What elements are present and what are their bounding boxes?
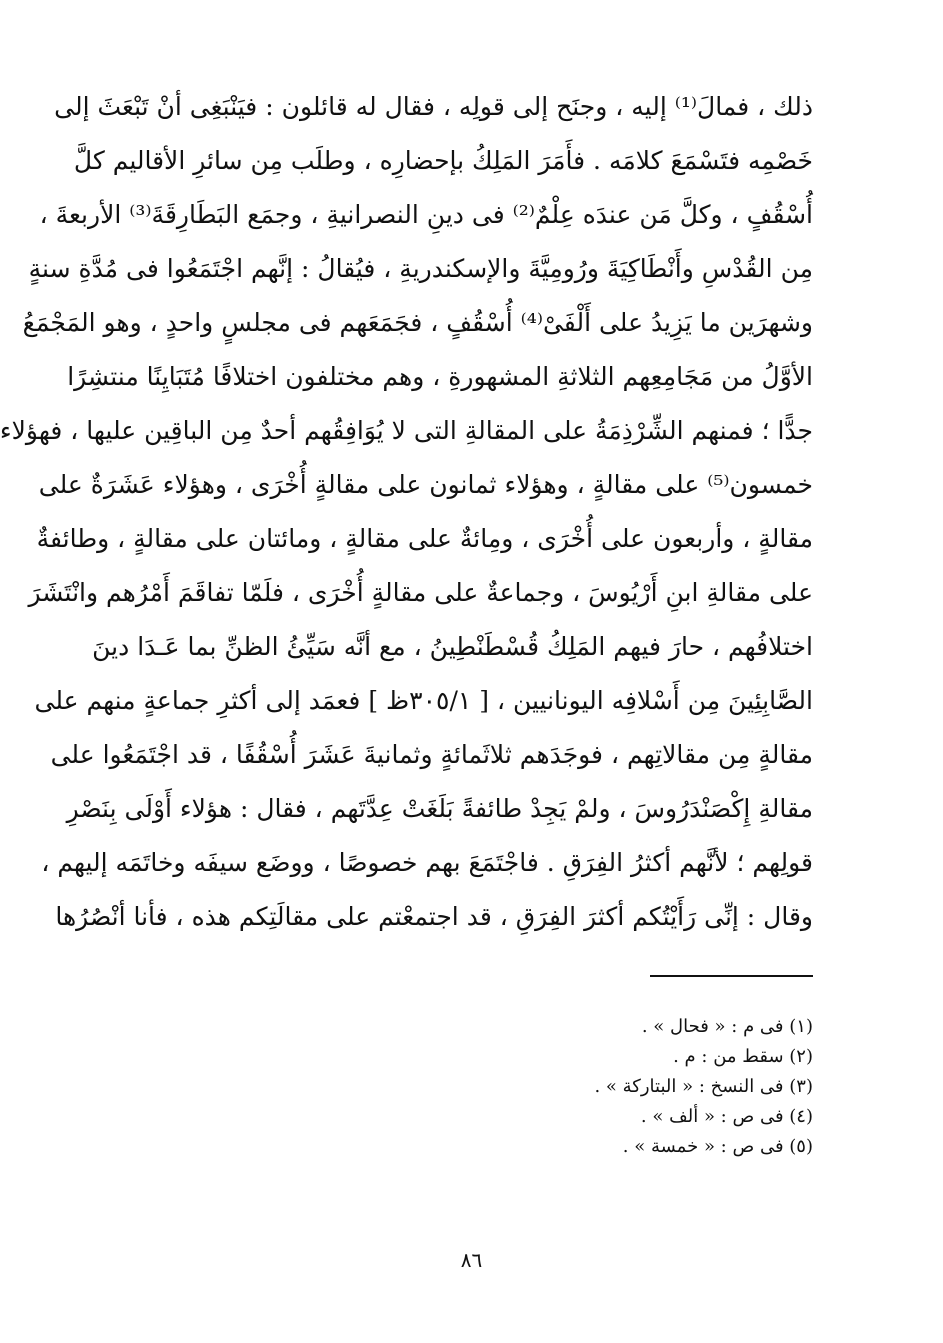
text-line: خمسون⁽⁵⁾ على مقالةٍ ، وهؤلاء ثمانون على مقالةٍ أُخْرَى ، وهؤلاء عَشَرَةٌ على [38,470,813,499]
text-line: مقالةٍ مِن مقالاتِهم ، فوجَدَهم ثلاثَمائةٍ وثمانيةَ عَشَرَ أُسْقُفًا ، قد اجْتَمَعُوا على [50,740,813,769]
main-text-block [0,80,813,944]
text-line: أُسْقُفٍ ، وكلَّ مَن عندَه عِلْمٌ⁽²⁾ فى دينِ النصرانيةِ ، وجمَع البَطَارِقَةَ⁽³⁾ الأربعةَ ، [39,200,813,229]
footnote: (١) فى م : « فحال » . [641,1016,813,1037]
text-line: مقالةِ إِكْصَنْدَرُوسَ ، ولمْ يَجِدْ طائفةً بَلَغَتْ عِدَّتَهم ، فقال : هؤلاء أَوْلَى بِنَصْرِ [66,794,813,823]
text-line: وقال : إنِّى رَأَيْتُكم أكثرَ الفِرَقِ ، قد اجتمعْتم على مقالَتِكم هذه ، فأنا أنْصُرُها [55,902,813,931]
text-line: الصَّابِئِينَ مِن أَسْلافِه اليونانيين ، [ ٣٠٥/١ظ ] فعمَد إلى أكثرِ جماعةٍ منهم على [34,686,813,715]
text-line: مِن القُدْسِ وأَنْطَاكِيَةَ ورُومِيَّةَ والإسكندريةِ ، فيُقالُ : إنَّهم اجْتَمَعُوا فى مُدَّةِ سنةٍ [28,254,813,283]
footnote: (٤) فى ص : « ألف » . [640,1106,813,1127]
footnotes [393,1012,813,1162]
text-line: وشهرَين ما يَزِيدُ على أَلْفَىْ⁽⁴⁾ أُسْقُفٍ ، فجَمَعَهم فى مجلسٍ واحدٍ ، وهو المَجْمَعُ [22,308,813,337]
text-line: خَصْمِه فتَسْمَعَ كلامَه . فأَمَرَ المَلِكُ بإحضارِه ، وطلَب مِن سائرِ الأقاليم كلَّ [73,146,813,175]
text-line: مقالةٍ ، وأربعون على أُخْرَى ، ومِائةٌ على مقالةٍ ، ومائتان على مقالةٍ ، وطائفةٌ [36,524,813,553]
footnote: (٣) فى النسخ : « البتاركة » . [594,1076,813,1097]
text-line: قولِهم ؛ لأنَّهم أكثرُ الفِرَقِ . فاجْتَمَعَ بهم خصوصًا ، ووضَع سيفَه وخاتَمَه إليهم ، [41,848,813,877]
text-line: الأوَّلُ من مَجَامِعِهم الثلاثةِ المشهورةِ ، وهم مختلفون اختلافًا مُتَبَايِنًا منتشِرًا [67,362,813,391]
text-line: على مقالةِ ابنِ أَرْيُوسَ ، وجماعةٌ على مقالةٍ أُخْرَى ، فلَمّا تفاقَمَ أَمْرُهم وانْتَشَرَ [28,578,813,607]
text-line: ذلك ، فمالَ⁽¹⁾ إليه ، وجنَح إلى قولِه ، فقال له قائلون : فيَنْبَغِى أنْ تَبْعَثَ إلى [54,92,813,121]
footnote-separator [650,975,813,977]
text-line: جدًّا ؛ فمنهم الشِّرْذِمَةُ على المقالةِ التى لا يُوَافِقُهم أحدٌ مِن الباقِين عليها ، فهؤلاء [0,416,813,445]
footnote: (٢) سقط من : م . [673,1046,813,1067]
page-number: ٨٦ [460,1248,483,1272]
text-line: اختلافُهم ، حارَ فيهم المَلِكُ قُسْطَنْطِينُ ، مع أنَّه سَيِّئُ الظنِّ بما عَـدَا دينَ [92,632,813,661]
footnote: (٥) فى ص : « خمسة » . [622,1136,813,1157]
